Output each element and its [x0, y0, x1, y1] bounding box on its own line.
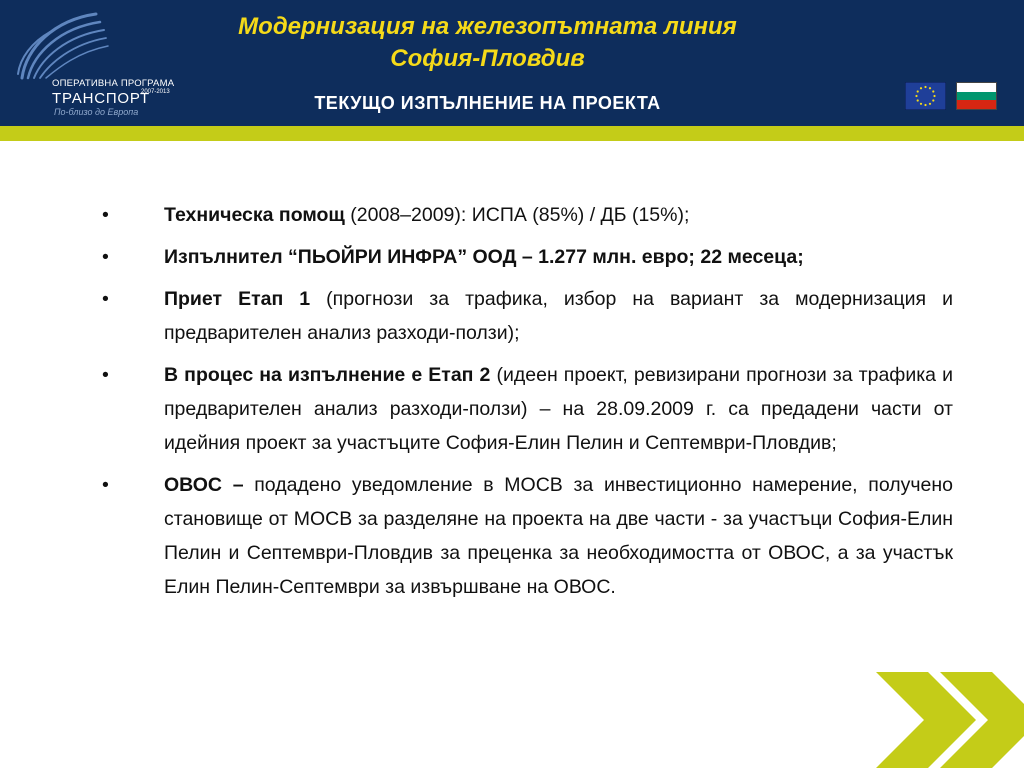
eu-flag-icon — [905, 82, 946, 110]
bullet-marker: • — [102, 364, 109, 386]
list-item — [100, 468, 953, 604]
list-item-text — [164, 198, 953, 232]
bullet-marker: • — [102, 288, 109, 310]
list-item-bold: ОВОС – — [164, 474, 244, 496]
header-accent-stripe — [0, 126, 1024, 141]
list-item-text — [164, 240, 953, 274]
logo-swoosh-icon — [14, 8, 124, 83]
bulgaria-flag-icon — [956, 82, 997, 110]
list-item-text — [164, 282, 953, 350]
list-item — [100, 358, 953, 460]
list-item — [100, 282, 953, 350]
bullet-list — [100, 198, 953, 612]
header-bar — [0, 0, 1024, 126]
logo-slogan: По-близо до Европа — [54, 107, 139, 117]
list-item-body: подадено уведомление в МОСВ за инвестиционно намерение, получено становище от МОСВ за разделяне на проекта на две части - за участъци София-Елин Пелин и Септември-Пловдив за преценка за необходимостта от ОВОС, а за участък Елин Пелин-Септември за извършване на ОВОС. — [164, 474, 954, 598]
logo-years-label: 2007-2013 — [141, 89, 170, 95]
logo-program-label: ОПЕРАТИВНА ПРОГРАМА — [52, 78, 175, 89]
page-title-line1: Модернизация на железопътната линия — [238, 13, 737, 40]
list-item-text — [164, 358, 953, 460]
logo-transport-label: ТРАНСПОРТ — [52, 90, 150, 107]
list-item-bold: Изпълнител “ПЬОЙРИ ИНФРА” ООД – 1.277 млн. евро; 22 месеца; — [164, 246, 804, 268]
list-item — [100, 240, 953, 274]
list-item-body: (2008–2009): ИСПА (85%) / ДБ (15%); — [344, 204, 690, 226]
list-item-bold: Техническа помощ — [164, 204, 345, 226]
list-item-body: (прогнози за трафика, избор на вариант за модернизация и предварителен анализ разходи-ползи); — [164, 288, 953, 344]
list-item — [100, 198, 953, 232]
list-item-bold: В процес на изпълнение е Етап 2 — [164, 364, 491, 386]
decorative-arrows-icon — [870, 672, 1024, 768]
bullet-marker: • — [102, 204, 109, 226]
list-item-bold: Приет Етап 1 — [164, 288, 311, 310]
list-item-text — [164, 468, 953, 604]
list-item-body: (идеен проект, ревизирани прогнози за трафика и предварителен анализ разходи-ползи) – на 28.09.2009 г. са предадени части от идейния проект за участъците София-Елин Пелин и Септември-Пловдив; — [164, 364, 954, 454]
op-transport-logo — [14, 8, 204, 118]
bullet-marker: • — [102, 474, 109, 496]
bullet-marker: • — [102, 246, 109, 268]
page-title-line2: София-Пловдив — [390, 45, 585, 72]
page-subtitle: ТЕКУЩО ИЗПЪЛНЕНИЕ НА ПРОЕКТА — [314, 93, 661, 113]
